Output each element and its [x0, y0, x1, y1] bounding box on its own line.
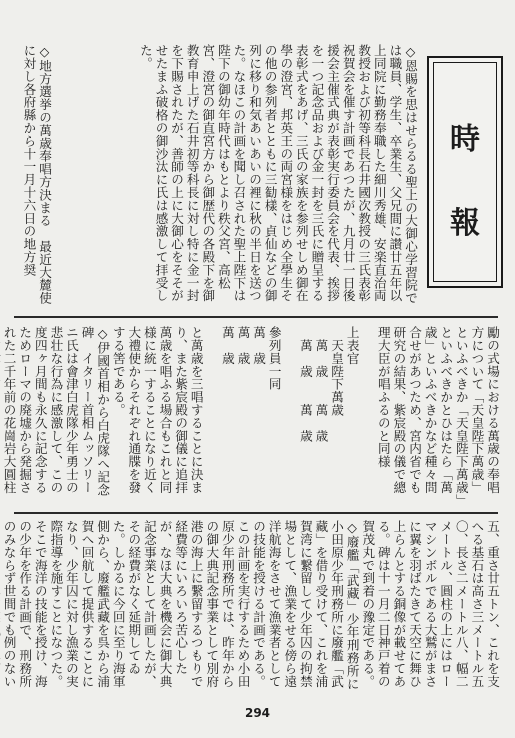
- bottom-articles: 五、重さ廿五トン、これを支へる基石は高さ三メートル五〇、長さ二メートル八、幅二メートル、圓柱の上にはローマシンボルである大鷲がまさに翼を羽ばたきて天空に舞ひ上らんとする銅像が載せてある。碑は十一月二日神戸着の賀茂丸で到着の豫定である。 ◇廢艦「武藏」少年刑務所に 小田原少年刑務所に廢艦「武藏」を借り受けて、これを浦賀湾に繋留して少年囚の拘禁場として、漁業をせる傍ら遠洋航海をさせて漁業者としての技能を授ける計画である。この計画を実行するため小田原少年刑務所では、昨年からの御大典記念事業として別府港の海上に繋留するつもりで経費等にいろいろ苦心したが、なほ大典を機会に御大典記念事業として計画したが、その経費がなく延期してゐた。しかるに今回に至り海軍側から、廢艦武藏を呉から浦賀へ回航して提供することになり、少年囚に対し漁業の実際指導を施すことになつた。そこで海洋の技能を授け、海の少年を作る計画で、刑務所のみならず世間でも例のない: [1, 520, 500, 691]
- page-number: 294: [244, 706, 271, 720]
- section-divider-top: [14, 316, 498, 318]
- top-article-1: ◇恩賜を思はせらるる聖上の大御心学習院では職員、学生、卒業生、父兄間に讃廿五年以上同院に勤務奉職した細川秀雄、安楽直治両教授および初等科長石井國次教授の三氏表彰祝賀会を催す計画であつたが、九月廿一日後援会主催式典が表彰実行委員会を代表、挨拶を一つ記念品および金一封を三氏に贈呈する表彰式をあげ、三氏の家族を参列せしめ御在學の澄宮、邦英王の両宮様をはじめ全學生その他の参列者とともに三勧樣、貞仙などの御列に移り和気あいあいの裡に秋の半日を送つた。なほこの計画を聞し召された聖上陛下は陛下の御幼年時代はもとより秩父宮、高松宮、澄宮の御直宮方から御歴代の各殿下を御教育申上げた石井初等科長に対し特に金一封を下賜されたが、善師の上に大御心をそそがせたまふ破格の御沙汰に氏は感激して拝受した。: [137, 44, 418, 305]
- title-char-2: 報: [450, 206, 480, 241]
- section-title-box: [427, 56, 503, 288]
- title-inner-frame: [433, 62, 497, 282]
- middle-articles: 勵の式場における萬歳の奉唱方について「天皇陛下萬歳」といふべきか「天皇陛下萬歳」といふべきかとひはたら「萬歳」といふべきかなど種々問合せがあつため、宮内省でも研究の結果、紫宸殿の儀で總理大臣が唱ふるのと同様 上表官 天皇陛下萬歳 萬 歳 萬 歳 萬 歳 萬 歳 參列員一同 萬 歳 萬 歳 萬 歳 と萬歳を三唱することに決まり、また紫宸殿の御儀に追拝萬歳を唱ふる場合もこれと同様に統一することになり近く大禮使からそれぞれ通牒を發する筈である。 ◇伊國首相から白虎隊へ記念碑 イタリー首相ムッソリーニ氏は會津白虎隊少年勇士の悲壮な行為に感激して、この度四ヶ月間も永久に記念するためローマの廃墟から発掘された二千年前の花崗岩大圓柱: [1, 326, 500, 501]
- section-divider-bottom: [14, 512, 498, 514]
- title-char-1: 時: [450, 122, 480, 157]
- top-article-2: ◇地方選挙の萬歳奉唱方決まる 最近大麓使に対し各府縣から十一月十六日の地方奨: [21, 44, 52, 305]
